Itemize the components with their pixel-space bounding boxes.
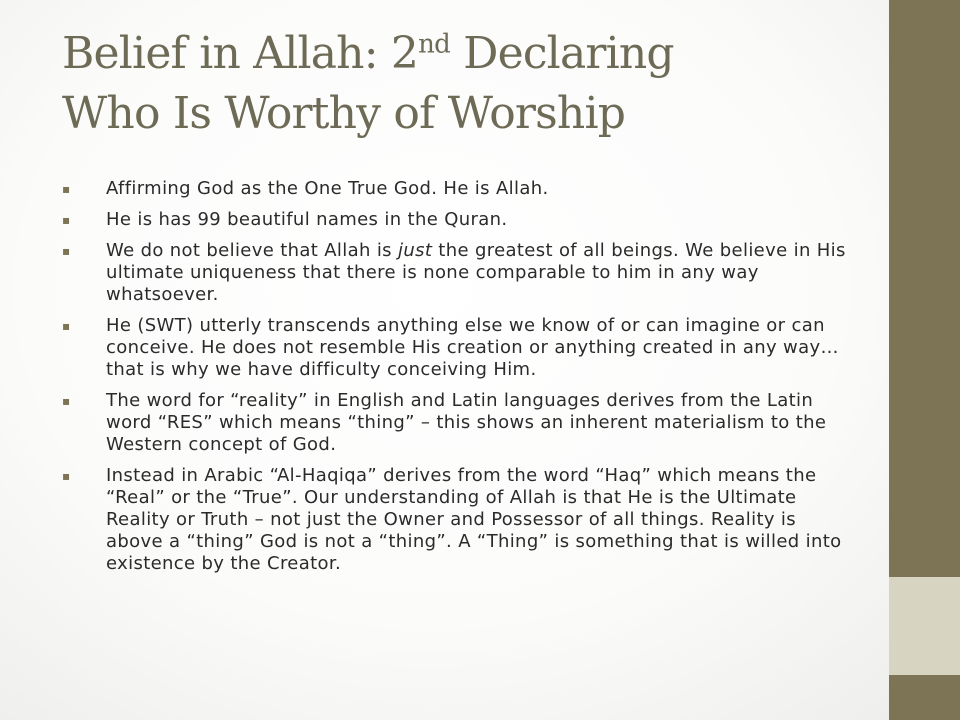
- title-line1-pre: Belief in Allah: 2: [62, 28, 419, 79]
- bullet-text: [106, 240, 846, 305]
- bullet-item: [62, 178, 852, 200]
- title-line1-post: Declaring: [449, 28, 674, 79]
- sidebar-bar-bottom: [889, 675, 960, 720]
- slide-title: [62, 24, 882, 144]
- title-superscript: nd: [418, 29, 450, 60]
- bullet-square-icon: ▪: [62, 469, 71, 483]
- bullet-text: He is has 99 beautiful names in the Quran.: [106, 209, 508, 230]
- bullet-square-icon: ▪: [62, 244, 71, 258]
- bullet-item: [62, 240, 852, 306]
- sidebar-accent-block: [889, 577, 960, 675]
- bullet-text: The word for “reality” in English and Latin languages derives from the Latin word “RES” which means “thing” – this shows an inherent materialism to the Western concept of God.: [106, 390, 827, 455]
- bullet-text: Affirming God as the One True God. He is Allah.: [106, 178, 549, 199]
- bullet-item: [62, 315, 852, 381]
- bullet-text-pre: We do not believe that Allah is: [106, 240, 398, 261]
- bullet-square-icon: ▪: [62, 319, 71, 333]
- bullet-text-emphasis: just: [397, 240, 433, 261]
- bullet-list: [62, 178, 852, 584]
- bullet-text-post: the greatest of all beings. We believe in His ultimate uniqueness that there is none comparable to him in any way whatsoever.: [106, 240, 846, 305]
- bullet-text: He (SWT) utterly transcends anything else we know of or can imagine or can conceive. He does not resemble His creation or anything created in any way… that is why we have difficulty conceiving Him.: [106, 315, 839, 380]
- bullet-item: [62, 390, 852, 456]
- sidebar-bar-top: [889, 0, 960, 577]
- bullet-item: [62, 465, 852, 575]
- bullet-square-icon: ▪: [62, 182, 71, 196]
- title-line2: Who Is Worthy of Worship: [62, 88, 626, 139]
- bullet-text: Instead in Arabic “Al-Haqiqa” derives from the word “Haq” which means the “Real” or the “True”. Our understanding of Allah is that He is the Ultimate Reality or Truth – not just the Owner and Possessor of all things. Reality is above a “thing” God is not a “thing”. A “Thing” is something that is willed into existence by the Creator.: [106, 465, 842, 574]
- bullet-item: [62, 209, 852, 231]
- bullet-square-icon: ▪: [62, 394, 71, 408]
- bullet-square-icon: ▪: [62, 213, 71, 227]
